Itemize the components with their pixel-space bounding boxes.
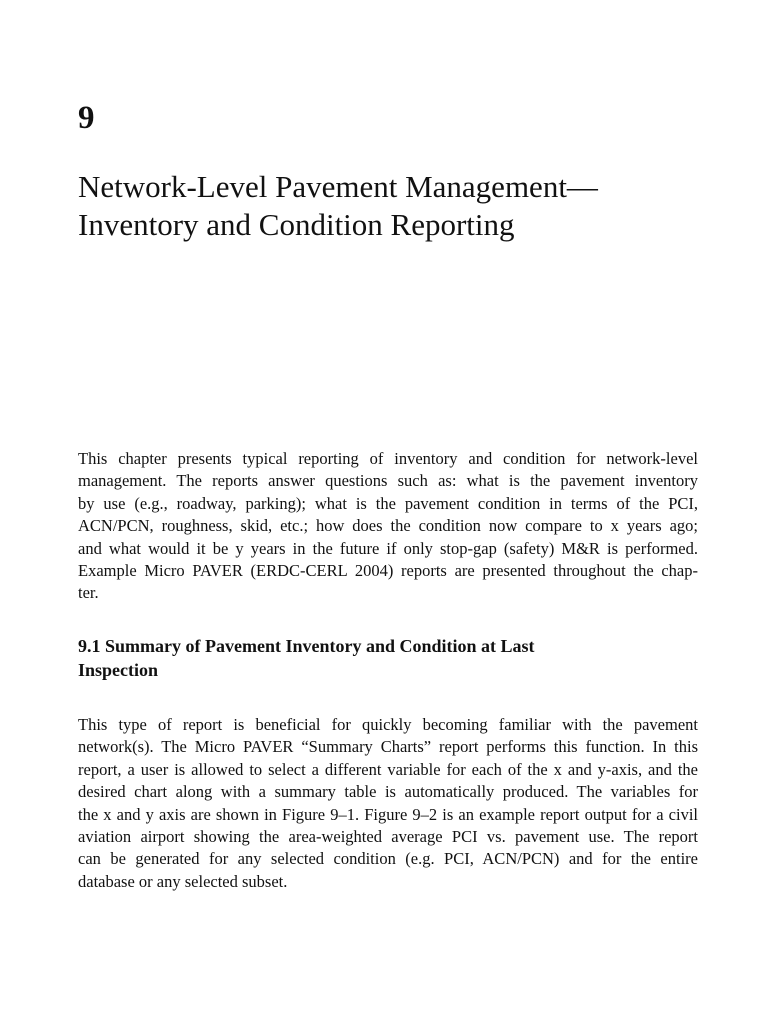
text-line: This chapter presents typical reporting of inventory and condition for network-level [78,449,698,468]
chapter-title-line: Inventory and Condition Reporting [78,207,515,242]
section-heading-line: Inspection [78,660,159,680]
text-line: Example Micro PAVER (ERDC-CERL 2004) reports are presented throughout the chap- [78,561,698,581]
text-line: can be generated for any selected condition (e.g. PCI, ACN/PCN) and for the entire [78,849,698,869]
text-line: desired chart along with a summary table is automatically produced. The variables for [78,782,698,802]
section-heading-line: 9.1 Summary of Pavement Inventory and Condition at Last [78,636,535,656]
text-line: report, a user is allowed to select a different variable for each of the x and y-axis, and the [78,759,698,779]
text-line: by use (e.g., roadway, parking); what is the pavement condition in terms of the PCI, [78,493,698,513]
chapter-title-line: Network-Level Pavement Management— [78,169,598,204]
text-line: the x and y axis are shown in Figure 9–1. Figure 9–2 is an example report output for a civil [78,804,698,824]
section-paragraph [78,714,698,893]
text-line: ter. [78,583,99,603]
text-line: This type of report is beneficial for quickly becoming familiar with the pavement [78,715,698,734]
text-line: ACN/PCN, roughness, skid, etc.; how does the condition now compare to x years ago; [78,516,698,536]
chapter-number: 9 [78,100,95,136]
text-line: network(s). The Micro PAVER “Summary Charts” report performs this function. In this [78,737,698,757]
text-line: aviation airport showing the area-weighted average PCI vs. pavement use. The report [78,827,698,847]
text-line: and what would it be y years in the future if only stop-gap (safety) M&R is performed. [78,538,698,558]
chapter-title [78,168,698,244]
section-heading [78,634,698,682]
intro-paragraph [78,448,698,605]
text-line: database or any selected subset. [78,871,288,891]
text-line: management. The reports answer questions such as: what is the pavement inventory [78,471,698,491]
